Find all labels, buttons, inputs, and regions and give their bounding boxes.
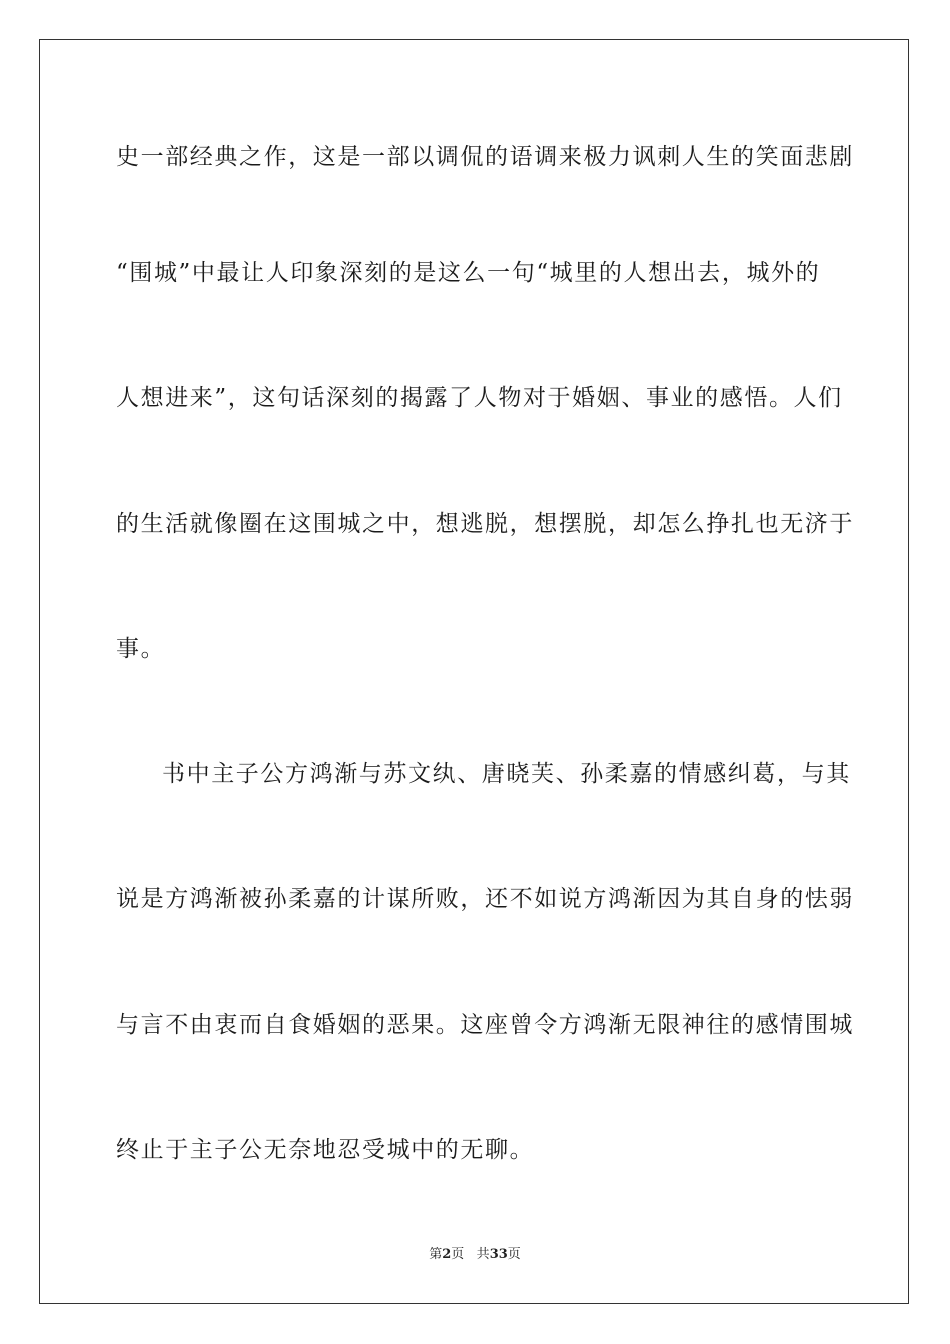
page-number: 2	[442, 1247, 452, 1262]
paragraph-line: 与言不由衷而自食婚姻的恶果。这座曾令方鸿渐无限神往的感情围城	[116, 1012, 854, 1038]
paragraph-line: 史一部经典之作，这是一部以调侃的语调来极力讽刺人生的笑面悲剧	[116, 144, 854, 170]
total-pages: 33	[489, 1247, 508, 1262]
total-prefix: 共	[476, 1247, 490, 1262]
total-suffix: 页	[507, 1247, 521, 1262]
page-footer	[0, 1246, 950, 1264]
paragraph-line: 终止于主子公无奈地忍受城中的无聊。	[116, 1137, 535, 1163]
page-border	[39, 39, 909, 1304]
page-prefix: 第	[429, 1247, 443, 1262]
paragraph-line: 事。	[116, 636, 166, 662]
page-suffix: 页	[451, 1247, 465, 1262]
paragraph-line: 说是方鸿渐被孙柔嘉的计谋所败，还不如说方鸿渐因为其自身的怯弱	[116, 886, 854, 912]
paragraph-line: “围城”中最让人印象深刻的是这么一句“城里的人想出去，城外的	[116, 260, 821, 286]
paragraph-line-indented: 书中主子公方鸿渐与苏文纨、唐晓芙、孙柔嘉的情感纠葛，与其	[162, 761, 851, 787]
paragraph-line: 人想进来”，这句话深刻的揭露了人物对于婚姻、事业的感悟。人们	[116, 385, 843, 411]
paragraph-line: 的生活就像圈在这围城之中，想逃脱，想摆脱，却怎么挣扎也无济于	[116, 511, 854, 537]
